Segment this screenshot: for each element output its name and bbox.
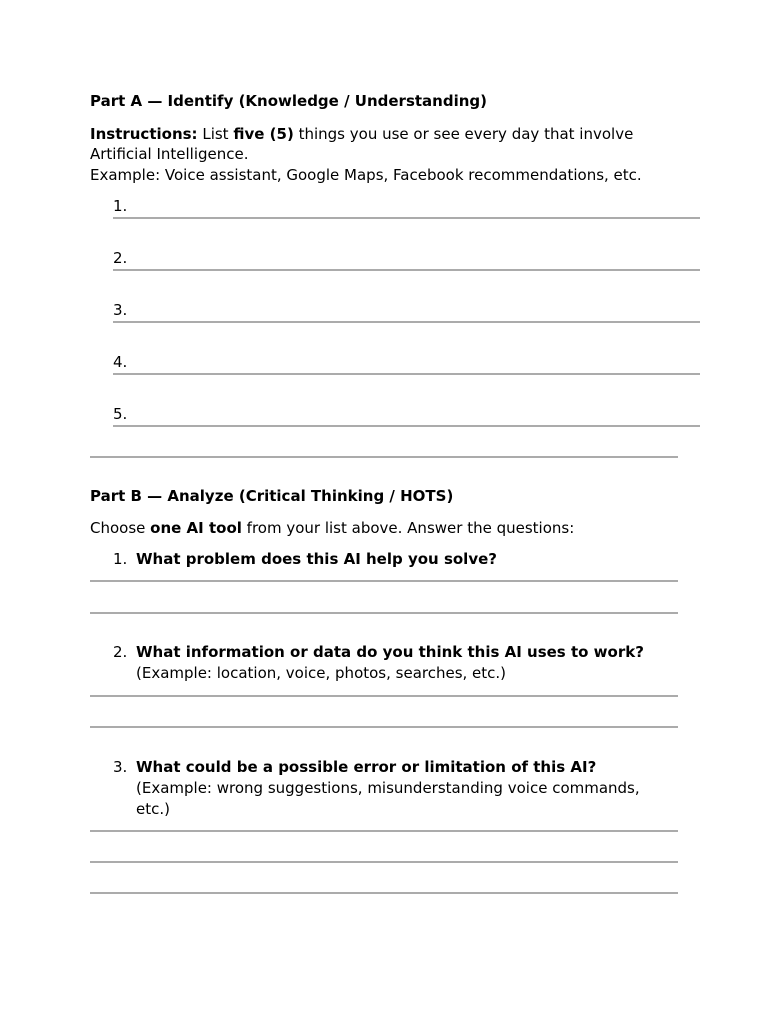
instructions-pre: List [202,125,229,143]
item-number-4: 4. [113,353,128,371]
question-2-answer-line-2[interactable] [90,726,678,728]
section-divider [90,456,678,458]
answer-line-4[interactable] [113,373,700,375]
instructions-count: five (5) [233,125,294,143]
question-2-number: 2. [113,643,128,661]
instructions-line2: Artificial Intelligence. [90,145,249,163]
answer-line-3[interactable] [113,321,700,323]
part-a-heading: Part A — Identify (Knowledge / Understanding) [90,92,487,110]
instructions-post: things you use or see every day that involve [298,125,634,143]
question-3-answer-line-3[interactable] [90,892,678,894]
intro-post: from your list above. Answer the questions: [246,519,575,537]
item-number-5: 5. [113,405,128,423]
question-3-text: What could be a possible error or limitation of this AI? [136,758,597,776]
question-3-example-line-2: etc.) [136,800,170,818]
instructions-label: Instructions: [90,125,198,143]
question-3-example-line-1: (Example: wrong suggestions, misunderstanding voice commands, [136,779,640,797]
question-3-answer-line-1[interactable] [90,830,678,832]
item-number-1: 1. [113,197,128,215]
answer-line-2[interactable] [113,269,700,271]
intro-pre: Choose [90,519,146,537]
part-b-heading: Part B — Analyze (Critical Thinking / HOTS) [90,487,454,505]
intro-tool: one AI tool [150,519,242,537]
answer-line-1[interactable] [113,217,700,219]
question-1-number: 1. [113,550,128,568]
question-2-answer-line-1[interactable] [90,695,678,697]
question-3-answer-line-2[interactable] [90,861,678,863]
item-number-3: 3. [113,301,128,319]
item-number-2: 2. [113,249,128,267]
question-2-example: (Example: location, voice, photos, searches, etc.) [136,664,507,682]
question-1-text: What problem does this AI help you solve? [136,550,497,568]
answer-line-5[interactable] [113,425,700,427]
question-3-number: 3. [113,758,128,776]
question-1-answer-line-2[interactable] [90,612,678,614]
part-a-example: Example: Voice assistant, Google Maps, Facebook recommendations, etc. [90,166,642,184]
question-1-answer-line-1[interactable] [90,580,678,582]
part-b-intro [90,518,574,539]
question-2-text: What information or data do you think this AI uses to work? [136,643,644,661]
part-a-instructions [90,124,633,145]
